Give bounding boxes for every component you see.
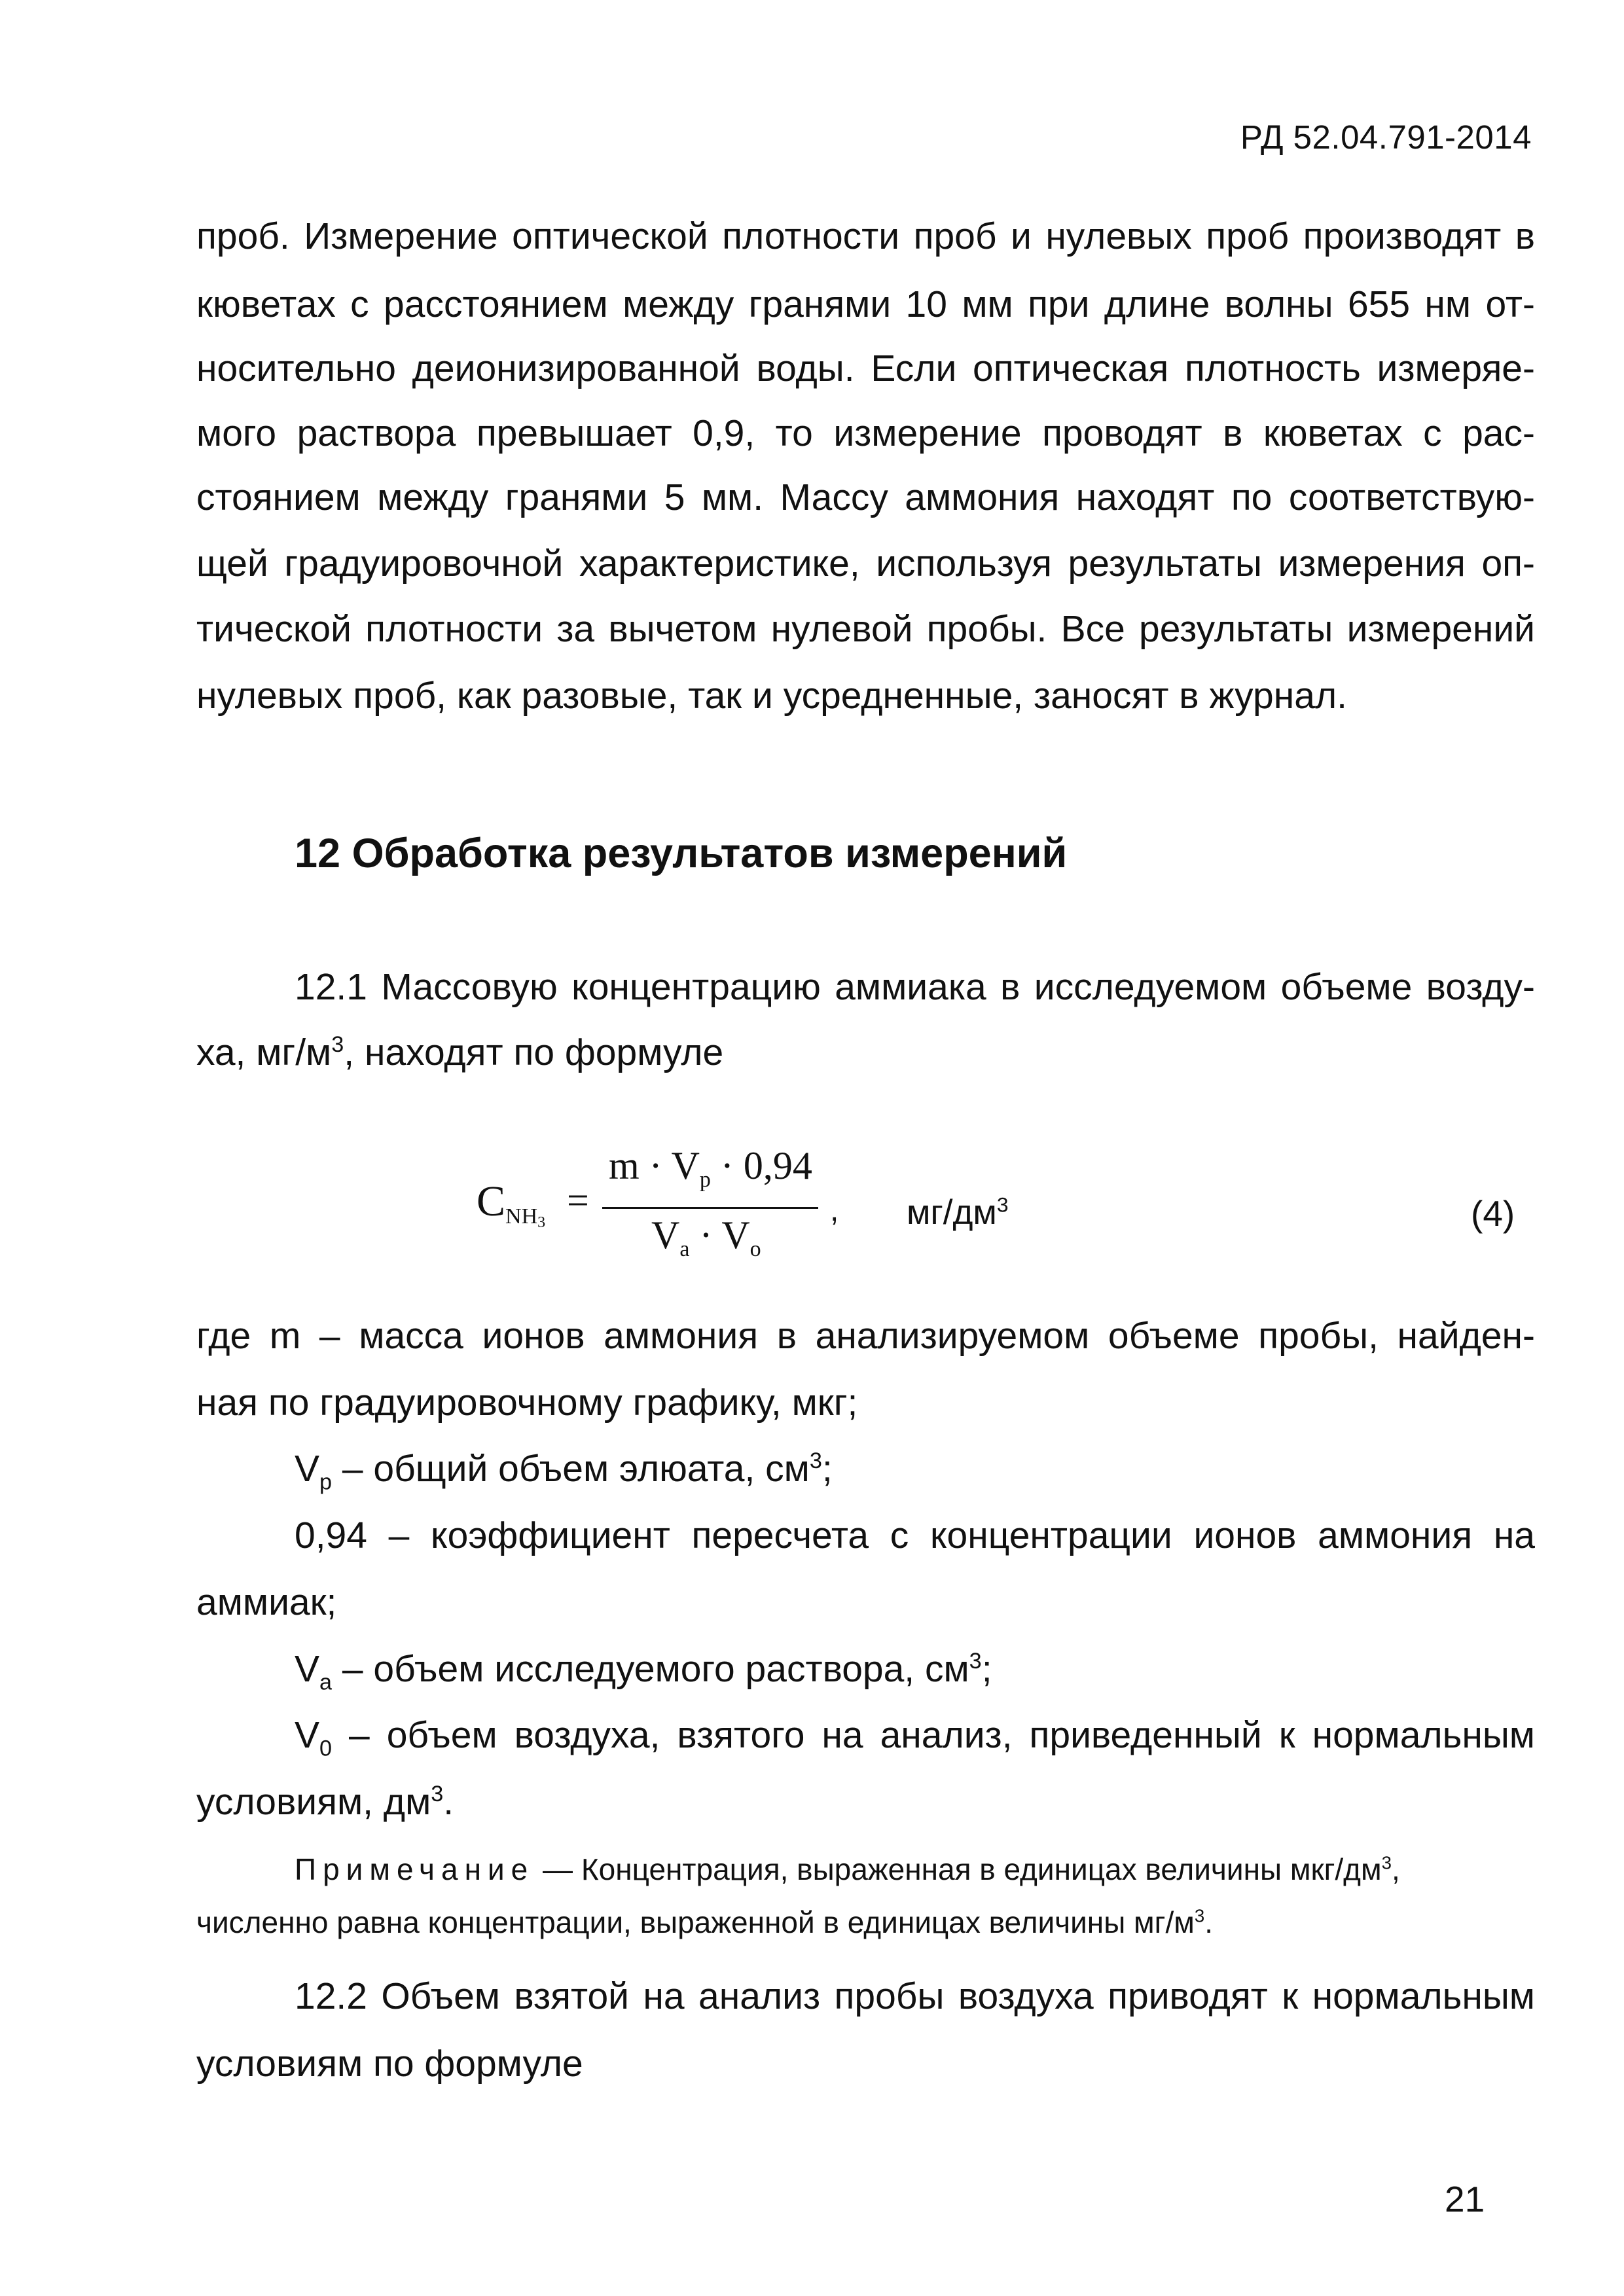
formula-lhs-sub: NH3	[505, 1204, 546, 1231]
page-number: 21	[1445, 2179, 1485, 2219]
formula-comma: ,	[830, 1193, 839, 1228]
document-code: РД 52.04.791-2014	[1240, 118, 1532, 156]
formula-equals: =	[567, 1179, 589, 1222]
formula-fraction-bar	[602, 1207, 818, 1209]
intro-line-3: носительно деионизированной воды. Если оптическая плотность измеряе-	[196, 348, 1535, 389]
where-v0-line-1: $V_0$ – объем воздуха, взятого на анализ, приведенный к нормальным	[295, 1714, 1535, 1761]
intro-line-8: нулевых проб, как разовые, так и усредненные, заносят в журнал.	[196, 675, 1348, 717]
p121-line-2	[196, 1031, 1535, 1073]
where-line-1: где m – масса ионов аммония в анализируемом объеме пробы, найден-	[196, 1315, 1535, 1357]
note-line-2: численно равна концентрации, выраженной в единицах величины $мг/м^3$.	[196, 1905, 1213, 1939]
formula-lhs	[477, 1177, 545, 1232]
intro-line-5: стоянием между гранями 5 мм. Массу аммония находят по соответствую-	[196, 476, 1535, 518]
intro-line-6: щей градуировочной характеристике, используя результаты измерения оп-	[196, 543, 1535, 584]
p121-text-end: , находят по формуле	[344, 1031, 724, 1073]
formula-unit: $мг/дм^3$	[907, 1193, 1009, 1232]
formula-denominator: $V_a \cdot V_o$	[651, 1213, 761, 1261]
p121-text: ха, мг/м	[196, 1031, 332, 1073]
where-vp: $V_p$ – общий объем элюата, $см^3$;	[295, 1448, 833, 1495]
p122-line-2: условиям по формуле	[196, 2043, 583, 2085]
p122-line-1: 12.2 Объем взятой на анализ пробы воздуха приводят к нормальным	[295, 1975, 1535, 2017]
note-line-1: Примечание — Концентрация, выраженная в единицах величины мкг/$дм^3$,	[295, 1852, 1400, 1886]
formula-numerator: $m \cdot V_p \cdot 0,94$	[609, 1144, 812, 1192]
intro-line-4: мого раствора превышает 0,9, то измерение проводят в кюветах с рас-	[196, 412, 1535, 454]
p121-line-1: 12.1 Массовую концентрацию аммиака в исследуемом объеме возду-	[295, 966, 1535, 1008]
where-va: $V_a$ – объем исследуемого раствора, $см^3$;	[295, 1648, 992, 1695]
intro-line-2: кюветах с расстоянием между гранями 10 мм при длине волны 655 нм от-	[196, 283, 1535, 325]
formula-lhs-c: C	[477, 1177, 506, 1225]
where-line-2: ная по градуировочному графику, мкг;	[196, 1382, 858, 1424]
intro-line-1: проб. Измерение оптической плотности проб и нулевых проб производят в	[196, 215, 1535, 257]
formula-number: (4)	[1471, 1193, 1515, 1234]
note-label: Примечание	[295, 1852, 535, 1886]
section-heading: 12 Обработка результатов измерений	[295, 831, 1068, 876]
p121-sup: 3	[331, 1032, 344, 1057]
where-coef-line-1: 0,94 – коэффициент пересчета с концентрации ионов аммония на	[295, 1515, 1535, 1556]
intro-line-7: тической плотности за вычетом нулевой пробы. Все результаты измерений	[196, 608, 1535, 650]
where-coef-line-2: аммиак;	[196, 1581, 337, 1623]
where-v0-line-2: условиям, $дм^3$.	[196, 1781, 454, 1823]
